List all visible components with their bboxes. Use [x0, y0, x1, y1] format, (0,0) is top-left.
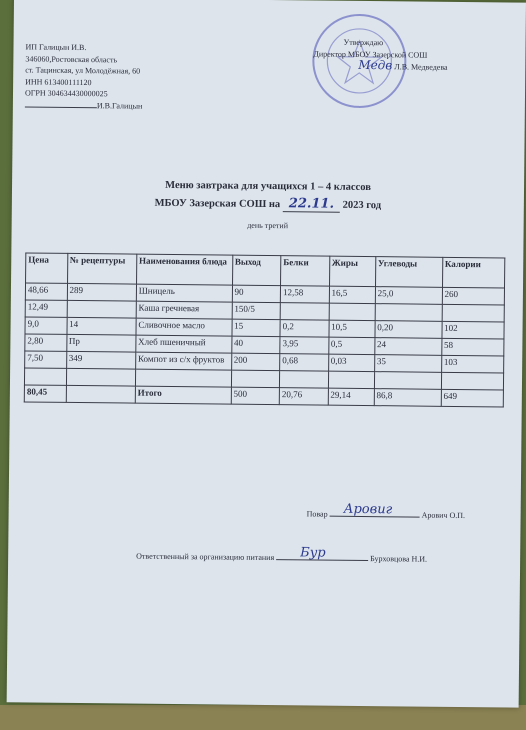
table-row: 12,49 Каша гречневая 150/5 — [25, 300, 504, 322]
table-row: 2,80 Пр Хлеб пшеничный 40 3,95 0,5 24 58 — [25, 334, 504, 356]
table-surface — [0, 705, 526, 730]
table-row: 7,50 349 Компот из с/х фруктов 200 0,68 0,03 35 103 — [25, 351, 504, 373]
issuer-inn: ИНН 613400111120 — [25, 76, 92, 87]
cook-label: Повар — [306, 509, 328, 519]
issuer-block — [25, 41, 143, 111]
menu-title: Меню завтрака для учащихся 1 – 4 классов — [165, 179, 371, 194]
responsible-label: Ответственный за организацию питания — [136, 551, 275, 563]
responsible-name: Бурховцова Н.И. — [370, 554, 428, 564]
issuer-address-street: ст. Тацинская, ул Молодёжная, 60 — [25, 65, 141, 76]
menu-subtitle: МБОУ Зазерская СОШ на 22.11. 2023 год — [154, 196, 382, 212]
col-yield: Выход — [232, 255, 281, 286]
issuer-ogrn: ОГРН 304634430000025 — [24, 88, 108, 99]
menu-day: день третий — [247, 220, 289, 231]
approval-name: Л.В. Медведева — [394, 62, 448, 72]
col-calories: Калории — [442, 257, 505, 288]
approval-label: Утверждаю — [343, 37, 384, 48]
col-recipe: № рецептуры — [67, 253, 137, 284]
responsible-handwritten-signature: Бур — [300, 545, 326, 561]
document-page — [7, 0, 526, 708]
table-row: 9,0 14 Сливочное масло 15 0,2 10,5 0,20 102 — [25, 317, 504, 339]
menu-table — [24, 252, 506, 407]
table-total-row: 80,45 Итого 500 20,76 29,14 86,8 649 — [24, 385, 503, 407]
col-price: Цена — [26, 253, 68, 283]
responsible-signature-line — [136, 545, 428, 566]
col-dish: Наименования блюда — [136, 254, 232, 285]
approval-block: Утверждаю Директор МБОУ Зазерской СОШ Медв Л.В. Медведева — [313, 37, 448, 73]
col-carbs: Углеводы — [375, 257, 442, 288]
cook-signature-line — [306, 501, 466, 521]
cook-handwritten-signature: Аровиг — [343, 501, 393, 518]
issuer-name: ИП Галицын И.В. — [25, 42, 87, 53]
table-row: 48,66 289 Шницель 90 12,58 16,5 25,0 260 — [25, 283, 504, 305]
col-protein: Белки — [281, 256, 330, 287]
cook-name: Арович О.П. — [421, 510, 466, 521]
col-fat: Жиры — [329, 256, 375, 286]
issuer-sign-name: И.В.Галицын — [96, 100, 143, 111]
approval-position: Директор МБОУ Зазерской СОШ — [313, 48, 428, 60]
handwritten-date: 22.11. — [283, 196, 340, 213]
issuer-address-region: 346060,Ростовская область — [25, 53, 118, 64]
